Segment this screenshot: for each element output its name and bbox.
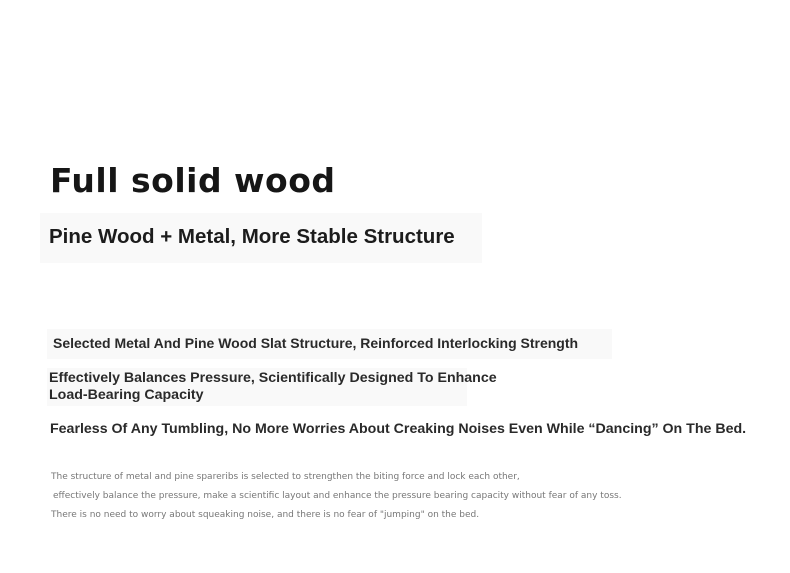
feature-2-text: Effectively Balances Pressure, Scientifically Designed To Enhance Load-Bearing Capacity — [49, 370, 497, 403]
feature-3-text: Fearless Of Any Tumbling, No More Worries About Creaking Noises Even While “Dancing” On The Bed. — [50, 421, 747, 437]
note-line-1: The structure of metal and pine spareribs is selected to strengthen the biting force and lock each other, — [51, 472, 520, 482]
page-title: Full solid wood — [50, 161, 336, 200]
page-subtitle: Pine Wood + Metal, More Stable Structure — [49, 225, 455, 248]
description-notes — [51, 469, 622, 526]
note-line-2: effectively balance the pressure, make a scientific layout and enhance the pressure bearing capacity without fear of any toss. — [53, 491, 622, 501]
note-line-3: There is no need to worry about squeaking noise, and there is no fear of "jumping" on the bed. — [51, 510, 480, 520]
feature-1-text: Selected Metal And Pine Wood Slat Structure, Reinforced Interlocking Strength — [53, 335, 579, 351]
